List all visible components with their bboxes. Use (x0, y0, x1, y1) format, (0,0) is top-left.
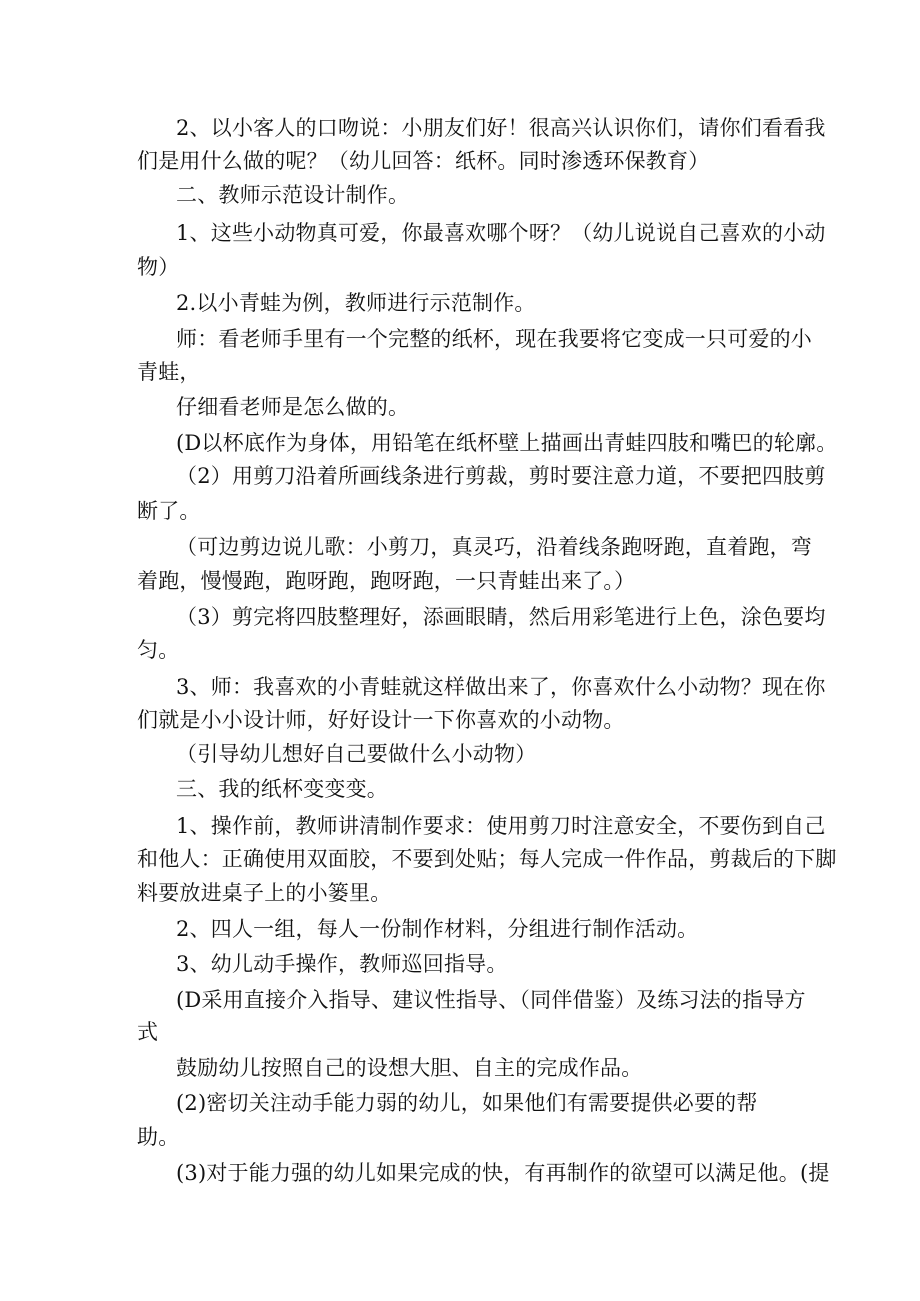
text-line: (D采用直接介入指导、建议性指导、（同伴借鉴）及练习法的指导方 (176, 988, 806, 1012)
text-line: 料要放进桌子上的小篓里。 (137, 881, 392, 905)
text-line: 助。 (137, 1125, 180, 1149)
text-line: （可边剪边说儿歌：小剪刀，真灵巧，沿着线条跑呀跑，直着跑，弯 (176, 535, 812, 559)
text-line: 3、师：我喜欢的小青蛙就这样做出来了，你喜欢什么小动物？现在你 (176, 675, 826, 699)
text-line: 们就是小小设计师，好好设计一下你喜欢的小动物。 (137, 708, 625, 732)
text-line: (2)密切关注动手能力弱的幼儿，如果他们有需要提供必要的帮 (176, 1091, 758, 1115)
text-line: (D以杯底作为身体，用铅笔在纸杯壁上描画出青蛙四肢和嘴巴的轮廓。 (176, 431, 838, 455)
text-line: (3)对于能力强的幼儿如果完成的快，有再制作的欲望可以满足他。(提 (176, 1161, 830, 1185)
text-line: （2）用剪刀沿着所画线条进行剪裁，剪时要注意力道，不要把四肢剪 (176, 464, 826, 488)
text-line: 和他人：正确使用双面胶，不要到处贴；每人完成一件作品，剪裁后的下脚 (137, 847, 837, 871)
text-line: 们是用什么做的呢？（幼儿回答：纸杯。同时渗透环保教育） (137, 149, 710, 173)
text-line: 1、这些小动物真可爱，你最喜欢哪个呀？（幼儿说说自己喜欢的小动 (176, 221, 826, 245)
section-heading: 二、教师示范设计制作。 (176, 183, 410, 207)
text-line: 断了。 (137, 499, 201, 523)
text-line: （引导幼儿想好自己要做什么小动物） (176, 742, 537, 766)
text-line: 青蛙， (137, 360, 201, 384)
text-line: 2、四人一组，每人一份制作材料，分组进行制作活动。 (176, 917, 699, 941)
text-line: 式 (137, 1020, 159, 1044)
text-line: 匀。 (137, 638, 180, 662)
text-line: 3、幼儿动手操作，教师巡回指导。 (176, 952, 508, 976)
text-line: 师：看老师手里有一个完整的纸杯，现在我要将它变成一只可爱的小 (176, 327, 812, 351)
text-line: 1、操作前，教师讲清制作要求：使用剪刀时注意安全，不要伤到自己 (176, 814, 826, 838)
text-line: 仔细看老师是怎么做的。 (176, 395, 410, 419)
section-heading: 三、我的纸杯变变变。 (176, 777, 388, 801)
text-line: 鼓励幼儿按照自己的设想大胆、自主的完成作品。 (176, 1056, 643, 1080)
text-line: 2.以小青蛙为例，教师进行示范制作。 (176, 291, 536, 315)
text-line: 着跑，慢慢跑，跑呀跑，跑呀跑，一只青蛙出来了。） (137, 569, 636, 593)
text-line: （3）剪完将四肢整理好，添画眼睛，然后用彩笔进行上色，涂色要均 (176, 605, 826, 629)
text-line: 物） (137, 255, 180, 279)
text-line: 2、以小客人的口吻说：小朋友们好！很高兴认识你们，请你们看看我 (176, 116, 826, 140)
